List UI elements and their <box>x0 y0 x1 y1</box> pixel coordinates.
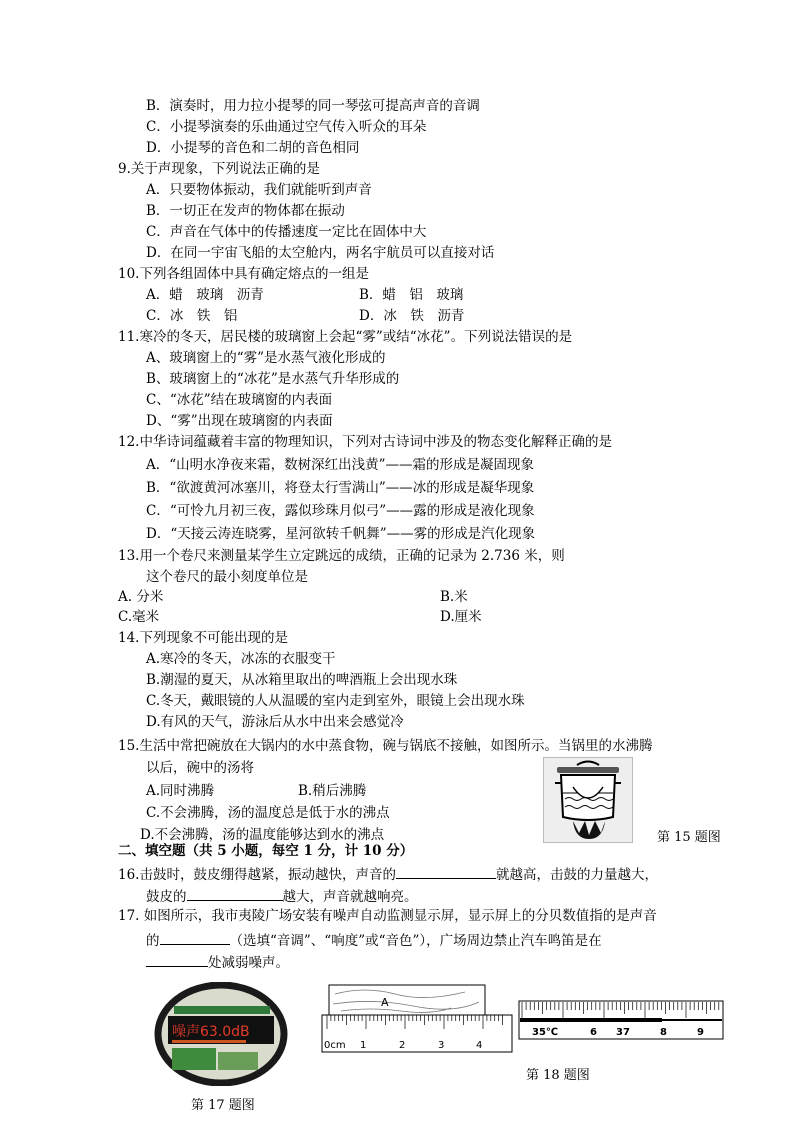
q9-option-c: C．声音在气体中的传播速度一定比在固体中大 <box>146 224 427 240</box>
q13-option-a: A. 分米 <box>118 589 164 605</box>
q15-option-c: C.不会沸腾，汤的温度总是低于水的沸点 <box>146 805 390 821</box>
q13-option-b: B.米 <box>440 589 468 605</box>
q15-option-a: A.同时沸腾 <box>146 783 215 799</box>
block-a-label: A <box>381 996 389 1009</box>
q14-option-d: D.有风的天气，游泳后从水中出来会感觉冷 <box>146 714 404 730</box>
q15-stem-line2: 以后，碗中的汤将 <box>146 760 254 776</box>
q11-option-b: B、玻璃窗上的“冰花”是水蒸气升华形成的 <box>146 371 400 387</box>
q10-option-d: D．冰 铁 沥青 <box>359 308 465 324</box>
thermo-label-3: 8 <box>660 1027 667 1038</box>
q11-option-c: C、“冰花”结在玻璃窗的内表面 <box>146 392 333 408</box>
q13-option-d: D.厘米 <box>440 609 482 625</box>
q15-option-b: B.稍后沸腾 <box>298 783 367 799</box>
thermo-label-2: 37 <box>616 1027 630 1038</box>
q10-option-b: B．蜡 铝 玻璃 <box>359 287 464 303</box>
q12-option-d: D．“天接云涛连晓雾，星河欲转千帆舞”——雾的形成是汽化现象 <box>146 526 536 542</box>
thermo-label-4: 9 <box>697 1027 704 1038</box>
q11-option-a: A、玻璃窗上的“雾”是水蒸气液化形成的 <box>146 350 386 366</box>
noise-screen-reading: 噪声63.0dB <box>172 1024 250 1040</box>
q14-option-a: A.寒冷的冬天，冰冻的衣服变干 <box>146 651 336 667</box>
q15-option-d: D.不会沸腾，汤的温度能够达到水的沸点 <box>140 827 385 843</box>
figure-18-caption: 第 18 题图 <box>526 1068 590 1083</box>
ruler-label-1: 1 <box>360 1040 367 1051</box>
q14-option-b: B.潮湿的夏天，从冰箱里取出的啤酒瓶上会出现水珠 <box>146 672 458 688</box>
q16-line2 <box>146 886 418 906</box>
q17-text-2: （选填“音调”、“响度”或“音色”），广场周边禁止汽车鸣笛是在 <box>229 933 602 949</box>
q16-text-4: 越大，声音就越响亮。 <box>282 889 418 905</box>
q9-stem: 9.关于声现象，下列说法正确的是 <box>118 161 320 177</box>
q16-blank-1[interactable] <box>396 864 496 879</box>
q13-stem-line2: 这个卷尺的最小刻度单位是 <box>146 569 308 585</box>
q14-option-c: C.冬天，戴眼镜的人从温暖的室内走到室外，眼镜上会出现水珠 <box>146 693 525 709</box>
q16-line1 <box>118 864 658 884</box>
q13-stem-line1: 13.用一个卷尺来测量某学生立定跳远的成绩，正确的记录为 2.736 米，则 <box>118 548 565 564</box>
q9-option-a: A．只要物体振动，我们就能听到声音 <box>146 182 372 198</box>
q8-option-b: B．演奏时，用力拉小提琴的同一琴弦可提高声音的音调 <box>146 98 480 114</box>
q17-text-3: 处减弱噪声。 <box>208 955 289 971</box>
q17-blank-1[interactable] <box>160 930 230 945</box>
q17-line2 <box>146 930 602 950</box>
q17-line1: 17. 如图所示，我市夷陵广场安装有噪声自动监测显示屏，显示屏上的分贝数值指的是声音 <box>118 908 657 924</box>
figure-17-caption: 第 17 题图 <box>191 1098 255 1113</box>
thermometer-figure <box>518 1000 724 1040</box>
noise-monitor-figure <box>154 982 288 1086</box>
q17-text-1: 的 <box>146 933 160 949</box>
section-2-heading: 二、填空题（共 5 小题，每空 1 分，计 10 分） <box>118 843 414 859</box>
q16-blank-2[interactable] <box>187 886 283 901</box>
q14-stem: 14.下列现象不可能出现的是 <box>118 630 288 646</box>
q12-option-b: B．“欲渡黄河冰塞川，将登太行雪满山”——冰的形成是凝华现象 <box>146 480 535 496</box>
q15-stem-line1: 15.生活中常把碗放在大锅内的水中蒸食物，碗与锅底不接触，如图所示。当锅里的水沸腾 <box>118 738 653 754</box>
thermo-label-1: 6 <box>590 1027 597 1038</box>
q10-option-c: C．冰 铁 铝 <box>146 308 238 324</box>
q11-stem: 11.寒冷的冬天，居民楼的玻璃窗上会起“雾”或结“冰花”。下列说法错误的是 <box>118 329 573 345</box>
q16-text-1: 16.击鼓时，鼓皮绷得越紧，振动越快，声音的 <box>118 867 396 883</box>
ruler-label-4: 4 <box>476 1040 483 1051</box>
ruler-block-figure <box>321 984 515 1054</box>
q17-blank-2[interactable] <box>146 952 208 967</box>
ruler-label-0: 0cm <box>324 1040 346 1051</box>
q11-option-d: D、“雾”出现在玻璃窗的内表面 <box>146 413 333 429</box>
q16-text-2: 就越高，击鼓的力量越大， <box>495 867 658 883</box>
q10-stem: 10.下列各组固体中具有确定熔点的一组是 <box>118 266 369 282</box>
q8-option-c: C．小提琴演奏的乐曲通过空气传入听众的耳朵 <box>146 119 427 135</box>
q12-option-c: C．“可怜九月初三夜，露似珍珠月似弓”——露的形成是液化现象 <box>146 503 535 519</box>
q16-text-3: 鼓皮的 <box>146 889 187 905</box>
q9-option-d: D．在同一宇宙飞船的太空舱内，两名宇航员可以直接对话 <box>146 245 495 261</box>
q12-stem: 12.中华诗词蕴藏着丰富的物理知识，下列对古诗词中涉及的物态变化解释正确的是 <box>118 434 612 450</box>
q12-option-a: A．“山明水净夜来霜，数树深红出浅黄”——霜的形成是凝固现象 <box>146 457 535 473</box>
figure-15-caption: 第 15 题图 <box>657 830 721 845</box>
q9-option-b: B．一切正在发声的物体都在振动 <box>146 203 345 219</box>
ruler-label-3: 3 <box>438 1040 445 1051</box>
thermo-label-0: 35℃ <box>532 1027 559 1038</box>
steaming-pot-figure <box>543 757 633 843</box>
q8-option-d: D．小提琴的音色和二胡的音色相同 <box>146 140 360 156</box>
q10-option-a: A．蜡 玻璃 沥青 <box>146 287 264 303</box>
ruler-label-2: 2 <box>399 1040 406 1051</box>
q17-line3 <box>146 952 289 972</box>
q13-option-c: C.毫米 <box>118 609 160 625</box>
